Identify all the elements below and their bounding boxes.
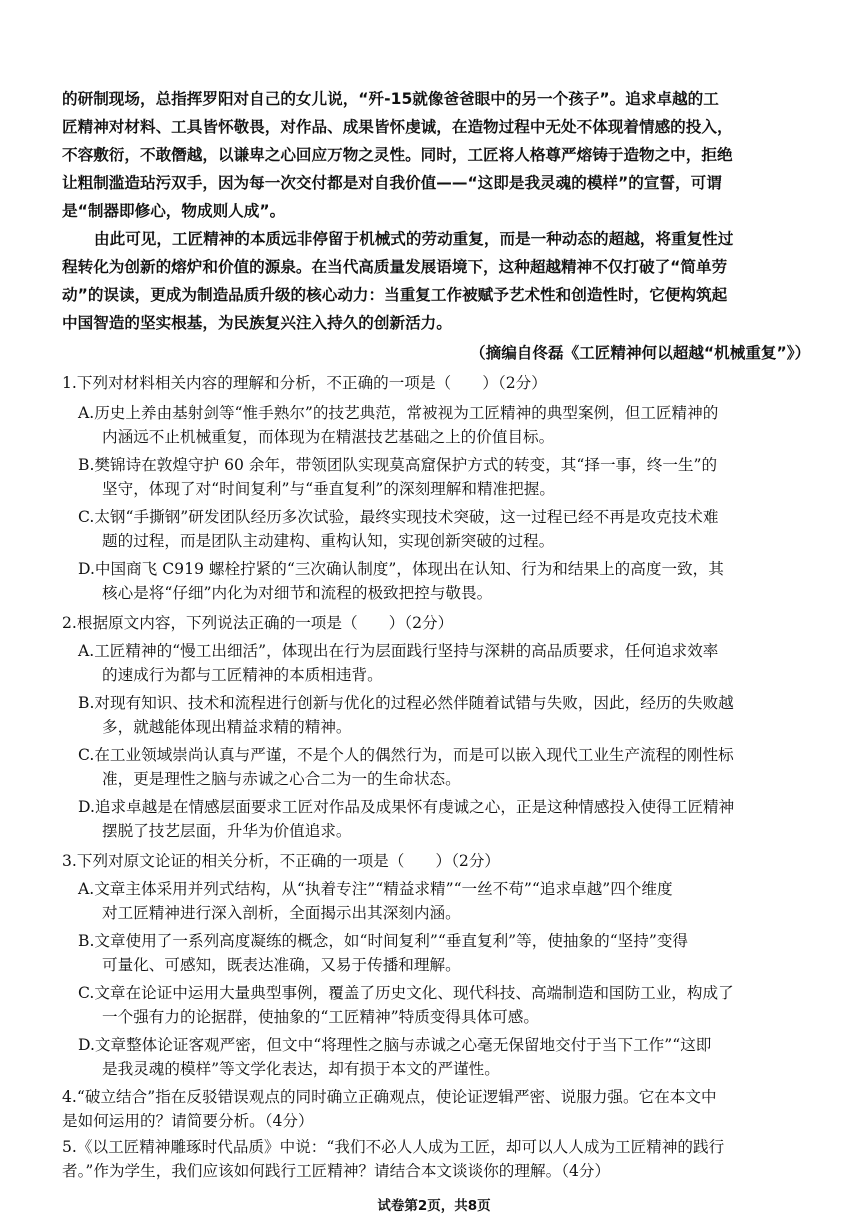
option-2c: C.在工业领域崇尚认真与严谨，不是个人的偶然行为，而是可以嵌入现代工业生产流程的刚性标 — [78, 746, 734, 764]
question-4-line: 4.“破立结合”指在反驳错误观点的同时确立正确观点，使论证逻辑严密、说服力强。它在本文中 — [62, 1088, 717, 1106]
question-5-line: 5.《以工匠精神雕琢时代品质》中说：“我们不必人人成为工匠，却可以人人成为工匠精神的践行 — [62, 1138, 725, 1156]
option-1a: A.历史上养由基射剑等“惟手熟尔”的技艺典范，常被视为工匠精神的典型案例，但工匠精神的 — [78, 404, 719, 422]
option-2a: A.工匠精神的“慢工出细活”，体现出在行为层面践行坚持与深耕的高品质要求，任何追求效率 — [78, 642, 719, 660]
option-1b: B.樊锦诗在敦煌守护 60 余年，带领团队实现莫高窟保护方式的转变，其“择一事，终一生”的 — [78, 456, 718, 474]
question-1-stem: 1.下列对材料相关内容的理解和分析，不正确的一项是（ ）（2分） — [62, 374, 547, 392]
option-2c-cont: 准，更是理性之脑与赤诚之心合二为一的生命状态。 — [102, 770, 461, 788]
option-2a-cont: 的速成行为都与工匠精神的本质相违背。 — [102, 666, 383, 684]
passage-line: 不容敷衍，不敢僭越，以谦卑之心回应万物之灵性。同时，工匠将人格尊严熔铸于造物之中，拒绝 — [62, 146, 733, 164]
option-1d: D.中国商飞 C919 螺栓拧紧的“三次确认制度”，体现出在认知、行为和结果上的高度一致，其 — [78, 560, 724, 578]
question-5-line: 者。”作为学生，我们应该如何践行工匠精神？请结合本文谈谈你的理解。（4分） — [62, 1162, 611, 1180]
option-1c-cont: 题的过程，而是团队主动建构、重构认知，实现创新突破的过程。 — [102, 532, 555, 550]
option-3b-cont: 可量化、可感知，既表达准确，又易于传播和理解。 — [102, 956, 461, 974]
passage-source: （摘编自佟磊《工匠精神何以超越“机械重复”》） — [470, 344, 811, 362]
passage-line: 中国智造的坚实根基，为民族复兴注入持久的创新活力。 — [62, 314, 452, 332]
question-4-line: 是如何运用的？请简要分析。（4分） — [62, 1112, 314, 1130]
page-footer: 试卷第2页，共8页 — [377, 1198, 491, 1214]
option-3d: D.文章整体论证客观严密，但文中“将理性之脑与赤诚之心毫无保留地交付于当下工作”“这即 — [78, 1036, 712, 1054]
passage-line: 匠精神对材料、工具皆怀敬畏，对作品、成果皆怀虔诚，在造物过程中无处不体现着情感的投入， — [62, 118, 733, 136]
question-3-stem: 3.下列对原文论证的相关分析，不正确的一项是（ ）（2分） — [62, 852, 501, 870]
passage-line: 是“制器即修心，物成则人成”。 — [62, 202, 286, 220]
option-1a-cont: 内涵远不止机械重复，而体现为在精湛技艺基础之上的价值目标。 — [102, 428, 555, 446]
option-1b-cont: 坚守，体现了对“时间复利”与“垂直复利”的深刻理解和精准把握。 — [102, 480, 555, 498]
option-3c: C.文章在论证中运用大量典型事例，覆盖了历史文化、现代科技、高端制造和国防工业，构成了 — [78, 984, 734, 1002]
passage-line: 动”的误读，更成为制造品质升级的核心动力：当重复工作被赋予艺术性和创造性时，它便构筑起 — [62, 286, 728, 304]
option-1d-cont: 核心是将“仔细”内化为对细节和流程的极致把控与敬畏。 — [102, 584, 493, 602]
passage-line: 由此可见，工匠精神的本质远非停留于机械式的劳动重复，而是一种动态的超越，将重复性过 — [94, 230, 734, 248]
option-2d-cont: 摆脱了技艺层面，升华为价值追求。 — [102, 822, 352, 840]
option-3c-cont: 一个强有力的论据群，使抽象的“工匠精神”特质变得具体可感。 — [102, 1008, 539, 1026]
option-3b: B.文章使用了一系列高度凝练的概念，如“时间复利”“垂直复利”等，使抽象的“坚持”变得 — [78, 932, 689, 950]
passage-line: 程转化为创新的熔炉和价值的源泉。在当代高质量发展语境下，这种超越精神不仅打破了“简单劳 — [62, 258, 728, 276]
passage-line: 的研制现场，总指挥罗阳对自己的女儿说，“歼-15就像爸爸眼中的另一个孩子”。追求卓越的工 — [62, 90, 719, 108]
passage-line: 让粗制滥造玷污双手，因为每一次交付都是对自我价值——“这即是我灵魂的模样”的宣誓，可谓 — [62, 174, 722, 192]
option-3d-cont: 是我灵魂的模样”等文学化表达，却有损于本文的严谨性。 — [102, 1060, 500, 1078]
option-2d: D.追求卓越是在情感层面要求工匠对作品及成果怀有虔诚之心，正是这种情感投入使得工匠精神 — [78, 798, 735, 816]
option-3a: A.文章主体采用并列式结构，从“执着专注”“精益求精”“一丝不苟”“追求卓越”四个维度 — [78, 880, 673, 898]
option-3a-cont: 对工匠精神进行深入剖析，全面揭示出其深刻内涵。 — [102, 904, 461, 922]
option-2b-cont: 多，就越能体现出精益求精的精神。 — [102, 718, 352, 736]
option-1c: C.太钢“手撕钢”研发团队经历多次试验，最终实现技术突破，这一过程已经不再是攻克技术难 — [78, 508, 719, 526]
option-2b: B.对现有知识、技术和流程进行创新与优化的过程必然伴随着试错与失败，因此，经历的失败越 — [78, 694, 734, 712]
question-2-stem: 2.根据原文内容，下列说法正确的一项是（ ）（2分） — [62, 614, 454, 632]
